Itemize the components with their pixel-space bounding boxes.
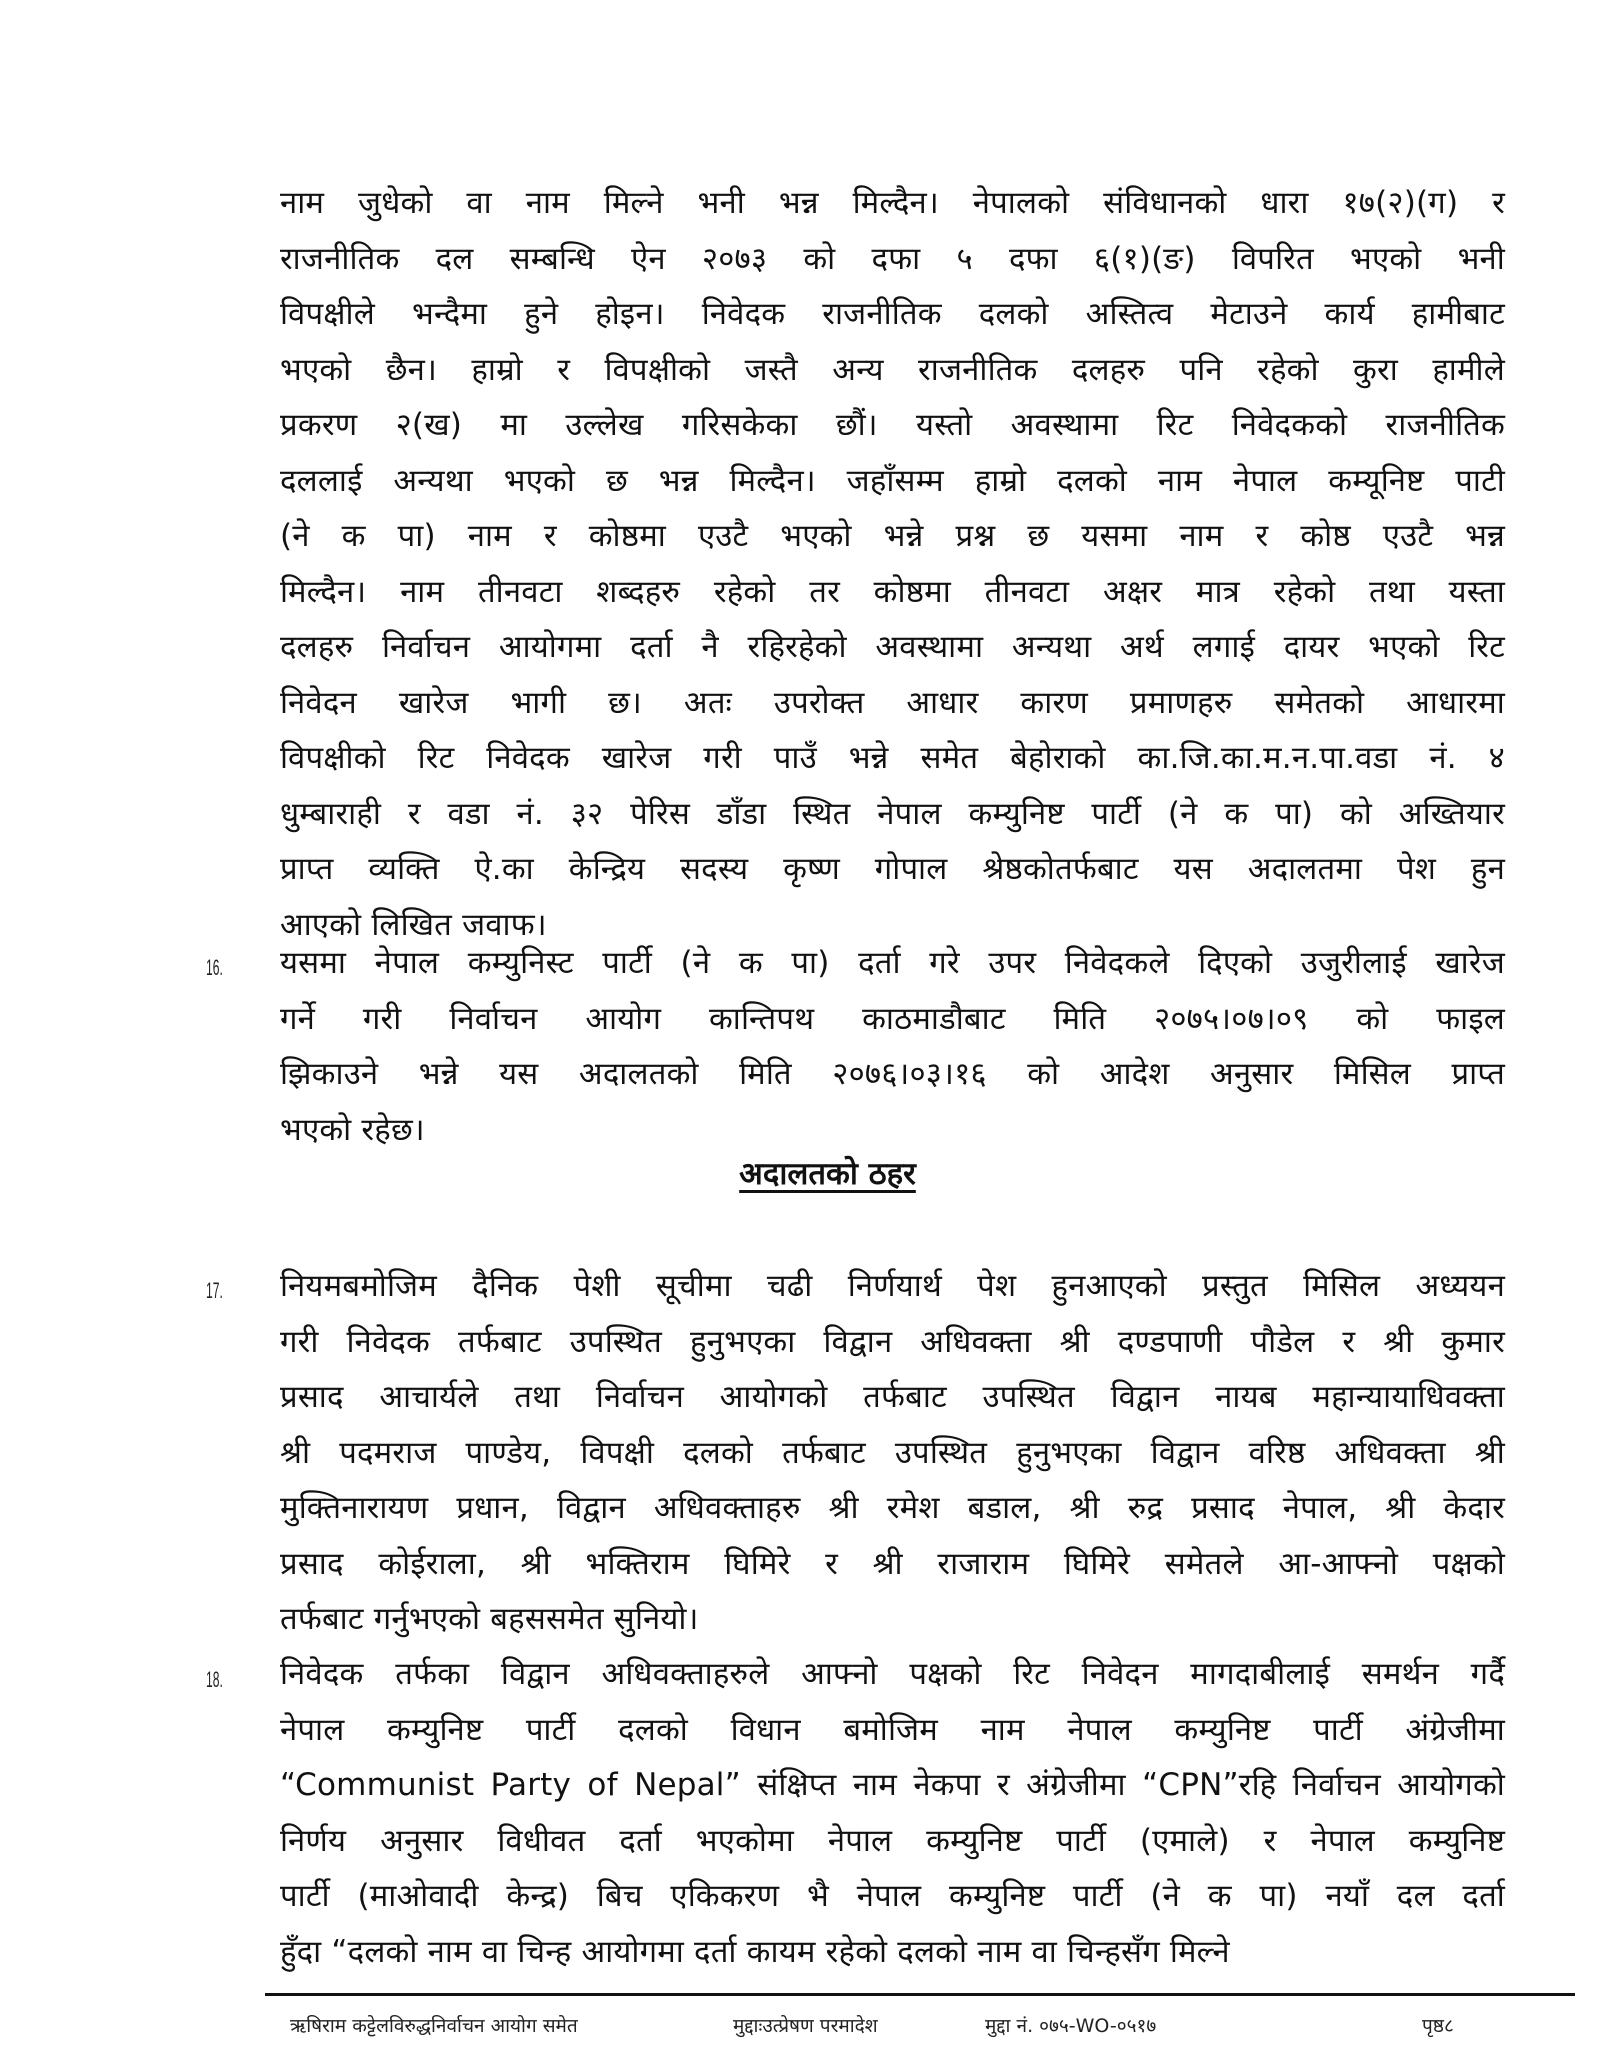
footer-case-number: मुद्दा नं. ०७५-WO-०५१७ [985,2015,1157,2037]
paragraph-18-line: “Communist Party of Nepal” संक्षिप्त नाम नेकपा र अंग्रेजीमा “CPN”रहि निर्वाचन आयोगको [280,1767,1505,1803]
paragraph-17-line: नियमबमोजिम दैनिक पेशी सूचीमा चढी निर्णयार्थ पेश हुनआएको प्रस्तुत मिसिल अध्ययन [280,1268,1505,1304]
paragraph-17-line: प्रसाद आचार्यले तथा निर्वाचन आयोगको तर्फबाट उपस्थित विद्वान नायब महान्यायाधिवक्ता [280,1379,1505,1415]
continuation-line: विपक्षीले भन्दैमा हुने होइन। निवेदक राजनीतिक दलको अस्तित्व मेटाउने कार्य हामीबाट [280,296,1505,332]
continuation-line: दललाई अन्यथा भएको छ भन्न मिल्दैन। जहाँसम्म हाम्रो दलको नाम नेपाल कम्यूनिष्ट पाटी [280,462,1505,499]
paragraph-18 [280,1647,1505,1980]
continuation-line: भएको छैन। हाम्रो र विपक्षीको जस्तै अन्य राजनीतिक दलहरु पनि रहेको कुरा हामीले [280,351,1505,388]
paragraph-17-line: प्रसाद कोईराला, श्री भक्तिराम घिमिरे र श्री राजाराम घिमिरे समेतले आ-आफ्नो पक्षको [280,1545,1505,1582]
continuation-line: मिल्दैन। नाम तीनवटा शब्दहरु रहेको तर कोष्ठमा तीनवटा अक्षर मात्र रहेको तथा यस्ता [280,573,1505,610]
paragraph-18-line: निवेदक तर्फका विद्वान अधिवक्ताहरुले आफ्नो पक्षको रिट निवेदन मागदाबीलाई समर्थन गर्दै [280,1656,1505,1692]
paragraph-17-line: मुक्तिनारायण प्रधान, विद्वान अधिवक्ताहरु श्री रमेश बडाल, श्री रुद्र प्रसाद नेपाल, श्री केदार [280,1490,1505,1526]
continuation-line: राजनीतिक दल सम्बन्धि ऐन २०७३ को दफा ५ दफा ६(१)(ङ) विपरित भएको भनी [280,240,1505,277]
continuation-line: विपक्षीको रिट निवेदक खारेज गरी पाउँ भन्ने समेत बेहोराको का.जि.का.म.न.पा.वडा नं. ४ [280,740,1505,776]
paragraph-16-line: यसमा नेपाल कम्युनिस्ट पार्टी (ने क पा) दर्ता गरे उपर निवेदकले दिएको उजुरीलाई खारेज [280,945,1505,981]
continuation-line: प्रकरण २(ख) मा उल्लेख गरिसकेका छौं। यस्तो अवस्थामा रिट निवेदकको राजनीतिक [280,407,1505,443]
paragraph-18-line: हुँदा “दलको नाम वा चिन्ह आयोगमा दर्ता कायम रहेको दलको नाम वा चिन्हसँग मिल्ने [280,1933,1230,1970]
section-heading: अदालतको ठहर [739,1156,916,1192]
paragraph-16-line: गर्ने गरी निर्वाचन आयोग कान्तिपथ काठमाडौबाट मिति २०७५।०७।०९ को फाइल [280,1000,1505,1037]
paragraph-17 [280,1259,1505,1648]
footer-rule [265,1993,1575,1996]
paragraph-number-17: 17. [206,1278,223,1303]
continuation-line: नाम जुधेको वा नाम मिल्ने भनी भन्न मिल्दैन। नेपालको संविधानको धारा १७(२)(ग) र [280,185,1505,221]
continuation-line: दलहरु निर्वाचन आयोगमा दर्ता नै रहिरहेको अवस्थामा अन्यथा अर्थ लगाई दायर भएको रिट [280,629,1505,665]
paragraph-16-line: भएको रहेछ। [280,1111,425,1148]
paragraph-17-line: श्री पदमराज पाण्डेय, विपक्षी दलको तर्फबाट उपस्थित हुनुभएका विद्वान वरिष्ठ अधिवक्ता श्री [280,1434,1505,1471]
continuation-line: आएको लिखित जवाफ। [280,906,547,943]
paragraph-number-16: 16. [206,955,223,980]
paragraph-17-line: तर्फबाट गर्नुभएको बहससमेत सुनियो। [280,1601,699,1637]
paragraph-16 [280,936,1505,1158]
paragraph-number-18: 18. [206,1667,223,1692]
continuation-line: निवेदन खारेज भागी छ। अतः उपरोक्त आधार कारण प्रमाणहरु समेतको आधारमा [280,684,1505,721]
footer-page-number: पृष्ठ८ [1422,2015,1454,2037]
paragraph-18-line: निर्णय अनुसार विधीवत दर्ता भएकोमा नेपाल कम्युनिष्ट पार्टी (एमाले) र नेपाल कम्युनिष्ट [280,1822,1505,1859]
footer-case-type: मुद्दाःउत्प्रेषण परमादेश [733,2015,878,2037]
paragraph-18-line: नेपाल कम्युनिष्ट पार्टी दलको विधान बमोजिम नाम नेपाल कम्युनिष्ट पार्टी अंग्रेजीमा [280,1711,1505,1748]
paragraph-17-line: गरी निवेदक तर्फबाट उपस्थित हुनुभएका विद्वान अधिवक्ता श्री दण्डपाणी पौडेल र श्री कुमार [280,1323,1505,1360]
paragraph-18-line: पार्टी (माओवादी केन्द्र) बिच एकिकरण भै नेपाल कम्युनिष्ट पार्टी (ने क पा) नयाँ दल दर्ता [280,1878,1505,1914]
footer-parties: ऋषिराम कट्टेलविरुद्धनिर्वाचन आयोग समेत [290,2015,578,2037]
paragraph-continuation [280,176,1505,953]
paragraph-16-line: झिकाउने भन्ने यस अदालतको मिति २०७६।०३।१६ को आदेश अनुसार मिसिल प्राप्त [280,1056,1505,1092]
continuation-line: प्राप्त व्यक्ति ऐ.का केन्द्रिय सदस्य कृष्ण गोपाल श्रेष्ठकोतर्फबाट यस अदालतमा पेश हुन [280,851,1505,887]
continuation-line: (ने क पा) नाम र कोष्ठमा एउटै भएको भन्ने प्रश्न छ यसमा नाम र कोष्ठ एउटै भन्न [280,518,1505,554]
continuation-line: धुम्बाराही र वडा नं. ३२ पेरिस डाँडा स्थित नेपाल कम्युनिष्ट पार्टी (ने क पा) को अख्तियार [280,795,1505,832]
